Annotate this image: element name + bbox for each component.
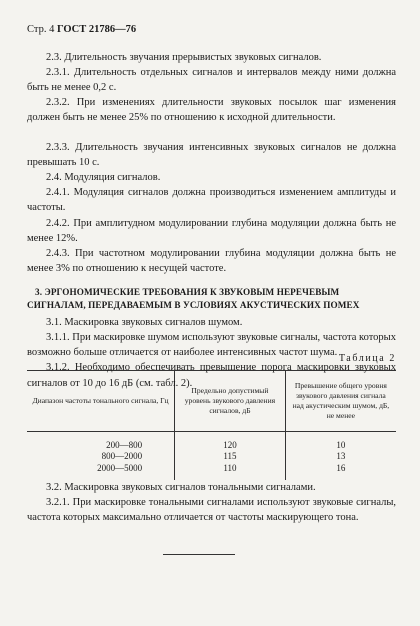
standard-number: ГОСТ 21786—76 bbox=[56, 24, 137, 35]
table-row bbox=[27, 451, 396, 462]
col-header-max-level: Предельно допустимый уровень звукового давления сигналов, дБ bbox=[175, 371, 286, 432]
cell-max-level: 115 bbox=[175, 451, 286, 462]
paragraph-3-2: 3.2. Маскировка звуковых сигналов тональными сигналами. bbox=[46, 482, 316, 493]
table-row bbox=[27, 432, 396, 452]
paragraph-2-4-3: 2.4.3. При частотном модулировании глубина модуляции должна быть не менее 3% по отношению к несущей частоте. bbox=[27, 248, 396, 275]
paragraph-2-4-1: 2.4.1. Модуляция сигналов должна производиться изменением амплитуды и частоты. bbox=[27, 187, 396, 214]
col-header-excess: Превышение общего уровня звукового давления сигнала над акустическим шумом, дБ, не менее bbox=[285, 371, 396, 432]
paragraph-2-4: 2.4. Модуляция сигналов. bbox=[46, 172, 161, 183]
cell-frequency: 800—2000 bbox=[101, 451, 143, 462]
cell-max-level: 120 bbox=[175, 432, 286, 452]
paragraph-2-3-1: 2.3.1. Длительность отдельных сигналов и интервалов между ними должна быть не менее 0,2 с. bbox=[27, 67, 396, 94]
page-number: Стр. 4 bbox=[27, 24, 55, 35]
page-header bbox=[27, 24, 136, 35]
paragraph-2-3-2: 2.3.2. При изменениях длительности звуковых посылок шаг изменения должен быть не менее 25% по отношению к исходной длительности. bbox=[27, 97, 396, 124]
col-header-frequency: Диапазон частоты тонального сигнала, Гц bbox=[27, 371, 175, 432]
paragraph-3-2-1: 3.2.1. При маскировке тональными сигналами используют звуковые сигналы, частота которых максимально отличается от частоты маскирующего тона. bbox=[27, 497, 396, 524]
section-3-title: 3. ЭРГОНОМИЧЕСКИЕ ТРЕБОВАНИЯ К ЗВУКОВЫМ НЕРЕЧЕВЫМ СИГНАЛАМ, ПЕРЕДАВАЕМЫМ В УСЛОВИЯХ АКУСТИЧЕСКИХ ПОМЕХ bbox=[27, 287, 360, 310]
paragraph-3-1-2: 3.1.2. Необходимо обеспечивать превышение порога маскировки звуковых сигналов от 10 до 16 дБ (см. табл. 2). bbox=[27, 362, 396, 389]
cell-max-level: 110 bbox=[175, 463, 286, 480]
table-row bbox=[27, 463, 396, 480]
paragraph-3-1-1: 3.1.1. При маскировке шумом используют звуковые сигналы, частота которых возможно больше отличается от наиболее интенсивных частот шума. bbox=[27, 332, 396, 359]
paragraph-2-3: 2.3. Длительность звучания прерывистых звуковых сигналов. bbox=[46, 52, 322, 63]
cell-frequency: 200—800 bbox=[106, 440, 143, 450]
table-caption: Таблица 2 bbox=[338, 353, 396, 364]
cell-frequency: 2000—5000 bbox=[97, 462, 143, 473]
paragraph-2-3-3: 2.3.3. Длительность звучания интенсивных звуковых сигналов не должна превышать 10 с. bbox=[27, 142, 396, 169]
footer-rule bbox=[163, 554, 235, 555]
cell-excess: 16 bbox=[285, 463, 396, 480]
paragraph-3-1: 3.1. Маскировка звуковых сигналов шумом. bbox=[46, 317, 243, 328]
cell-excess: 10 bbox=[285, 432, 396, 452]
paragraph-2-4-2: 2.4.2. При амплитудном модулировании глубина модуляции должна быть не менее 12%. bbox=[27, 218, 396, 245]
cell-excess: 13 bbox=[285, 451, 396, 462]
